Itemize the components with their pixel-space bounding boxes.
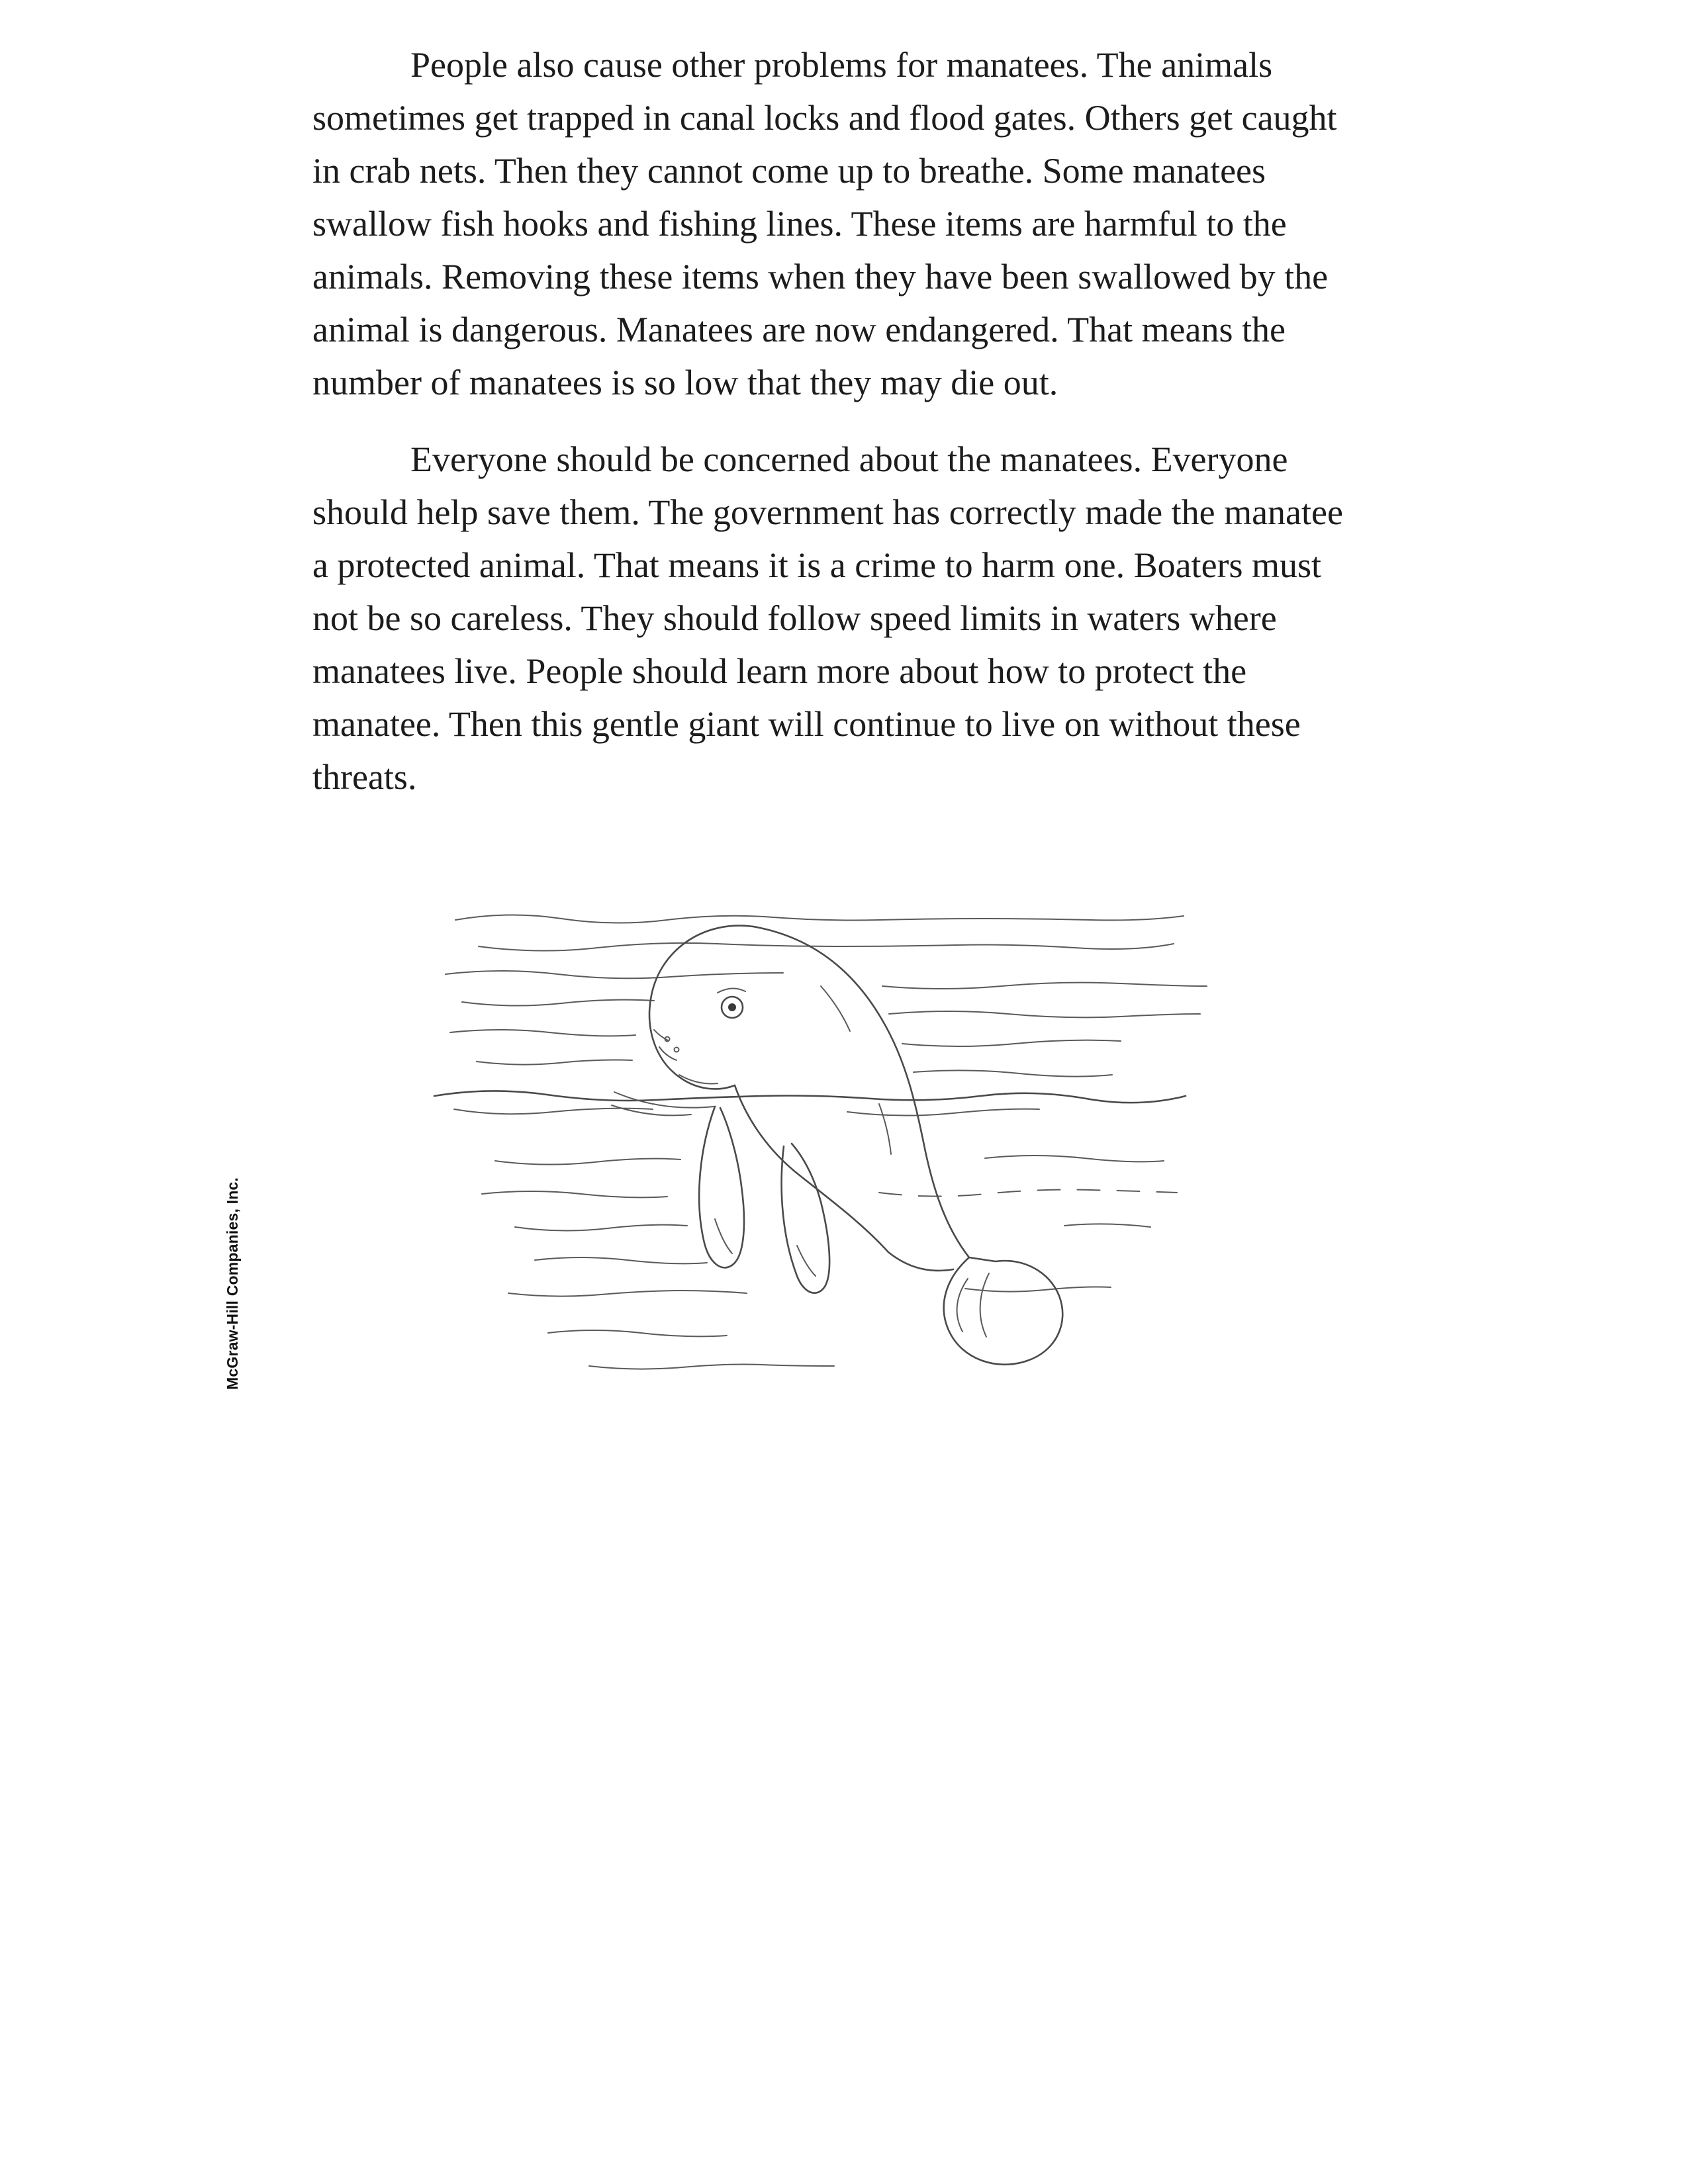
- paragraph-1: People also cause other problems for manatees. The animals sometimes get trapped in canal locks and flood gates. Others get caught in crab nets. Then they cannot come up to breathe. Some manatees swallow fish hooks and fishing lines. These items are harmful to the animals. Removing these items when they have been swallowed by the animal is dangerous. Manatees are now endangered. That means the number of manatees is so low that they may die out.: [312, 45, 1337, 402]
- reading-passage: [312, 38, 1345, 827]
- manatee-illustration: [416, 908, 1243, 1394]
- publisher-credit: McGraw-Hill Companies, Inc.: [224, 1177, 241, 1390]
- manatee-line-art-svg: [416, 908, 1243, 1394]
- paragraph-2: Everyone should be concerned about the manatees. Everyone should help save them. The government has correctly made the manatee a protected animal. That means it is a crime to harm one. Boaters must not be so careless. They should follow speed limits in waters where manatees live. People should learn more about how to protect the manatee. Then this gentle giant will continue to live on without these threats.: [312, 439, 1343, 797]
